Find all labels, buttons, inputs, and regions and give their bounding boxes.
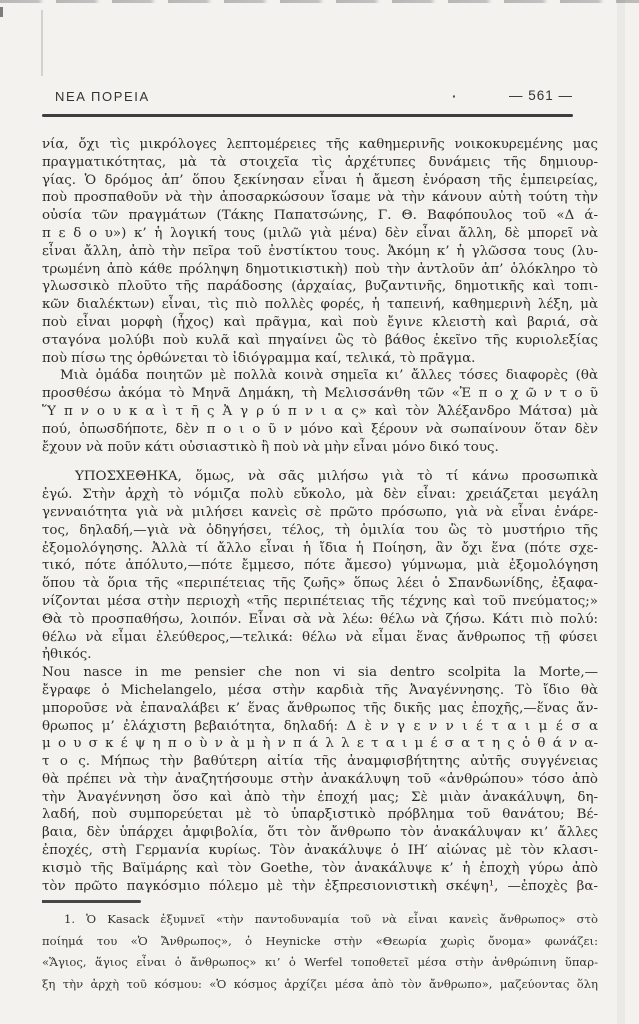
footnote-text — [42, 909, 598, 995]
text-line: γλωσσικὸ πλοῦτο τῆς παράδοσης (ἀρχαίας, βυζαντινῆς, δημοτικῆς καὶ τοπι- — [42, 279, 598, 295]
scan-crease-line — [41, 10, 43, 76]
text-line: νία, ὄχι τὶς μικρόλογες λεπτομέρειες τῆς καθημερινῆς νοικοκυρεμένης μας — [42, 137, 598, 152]
text-line: ἔχουν νὰ ποῦν κάτι οὐσιαστικὸ ἢ ποὺ νὰ μὴν εἶναι μόνο δικό τους. — [42, 439, 499, 455]
text-line: λαδή, ποὺ συμπορεύεται μὲ τὸ ὑπαρξιστικὸ πρόβλημα τοῦ θανάτου; Βέ- — [42, 807, 598, 823]
text-line: νίζονται μέσα στὴν περιοχὴ «τῆς περιπέτειας τῆς τέχνης καὶ τοῦ πνεύματος;» — [42, 593, 598, 609]
text-line: σταγόνα μολύβι ποὺ κυλᾶ καὶ πηγαίνει ὣς τὸ βάθος ἐκεῖνο τῆς κυριολεξίας — [42, 332, 598, 348]
text-line: ἔγραφε ὁ Michelangelo, μέσα στὴν καρδιὰ τῆς Ἀναγέννησης. Τὸ ἴδιο θὰ — [42, 682, 598, 698]
text-line: μ ο υ σ κ έ ψ η π ο ὺ ν ὰ μ ὴ ν π ά λ λ ε τ α ι μ έ σ α τ η ς ὁ θ ά ν α- — [42, 736, 598, 752]
text-line: «Ἅγιος, ἅγιος εἶναι ὁ ἄνθρωπος» κι’ ὁ Werfel τοποθετεῖ μέσα στὴν ἀνθρώπινη ὕπαρ- — [42, 955, 598, 970]
text-line: Nou nasce in me pensier che non vi sia dentro scolpita la Morte,— — [42, 665, 598, 681]
text-line: τρωμένη ἀπὸ κάθε πρόληψη δημοτικιστικὴ) ποὺ τὴν ἀντλοῦν ἀπ’ ὁλόκληρο τὸ — [42, 261, 598, 277]
text-line: ποὺ προσπαθοῦν νὰ τὴν ἀποσαρκώσουν ἴσαμε νὰ τὴν κάνουν αὐτὴ τούτη τὴν — [42, 190, 598, 206]
journal-title: ΝΕΑ ΠΟΡΕΙΑ — [55, 89, 150, 104]
header-rule — [42, 114, 573, 117]
text-line: πού, ὁπωσδήποτε, δὲν π ο ι ο ῦ ν μόνο καὶ ξέρουν νὰ σωπαίνουν ὅταν δὲν — [42, 421, 598, 437]
text-line: οὐσία τῶν πραγμάτων (Τάκης Παπατσώνης, Γ. Θ. Βαφόπουλος τοῦ «Δ ά- — [42, 208, 598, 224]
text-line: εἶναι ἄλλη, ἀπὸ τὴν πεῖρα τοῦ ἐνστίκτου τους. Ἀκόμη κ’ ἡ γλῶσσα τους (λυ- — [42, 243, 598, 259]
text-line: προσθέσω ἀκόμα τὸ Μηνᾶ Δημάκη, τὴ Μελισσάνθη τῶν «Ἐ π ο χ ῶ ν τ ο ῦ — [42, 386, 598, 402]
text-line: μποροῦσε νὰ ἐπαναλάβει κ’ ἕνας ἄνθρωπος τῆς δικῆς μας ἐποχῆς,—ἕνας ἄν- — [42, 700, 598, 716]
text-line: Θὰ τὸ προσπαθήσω, λοιπόν. Εἶναι σὰ νὰ λέω: θέλω νὰ ζήσω. Κάτι πιὸ πολύ: — [42, 611, 598, 627]
text-line: πραγματικότητας, μὰ τὰ στοιχεῖα τὶς ἀρχέτυπες δυνάμεις τῆς δημιουρ- — [42, 154, 598, 170]
text-line: Μιὰ ὁμάδα ποιητῶν μὲ πολλὰ κοινὰ σημεῖα κι’ ἄλλες τόσες διαφορὲς (θὰ — [60, 368, 598, 384]
paragraph — [42, 664, 598, 895]
paragraph — [42, 367, 598, 456]
text-line: ποὺ εἶναι μορφὴ (ἦχος) καὶ πρᾶγμα, καὶ ποὺ ἔγινε κλειστὴ καὶ βαριά, σὰ — [42, 314, 598, 330]
page-number: — 561 — — [508, 88, 573, 103]
text-line: θέλω νὰ εἶμαι ἐλεύθερος,—τελικά: θέλω νὰ εἶμαι ἕνας ἄνθρωπος τῇ φύσει — [42, 629, 598, 645]
scan-right-edge-shadow — [617, 0, 625, 1024]
paragraph — [42, 909, 598, 995]
text-line: βαια, δὲν ὑπάρχει ἀμφιβολία, ὅτι τὸν ἄνθρωπο τὸν ἀνακάλυψαν κι’ ἄλλες — [42, 825, 598, 841]
text-line: ξη τὴν ἀρχὴ τοῦ κόσμου: «Ὁ κόσμος ἀρχίζει μέσα ἀπὸ τὸν ἄνθρωπο», μαζεύοντας ὅλη — [42, 976, 598, 991]
text-line: τὴν Ἀναγέννηση ὅσο καὶ ἀπὸ τὴν ἐποχή μας; Σὲ μιὰν ἀνακάλυψη, δη- — [42, 789, 598, 805]
text-line: ἐγώ. Στὴν ἀρχὴ τὸ νόμιζα πολὺ εὔκολο, μὰ δὲν εἶναι: χρειάζεται μεγάλη — [42, 487, 598, 503]
text-line: 1. Ὁ Kasack ἐξυμνεῖ «τὴν παντοδυναμία τοῦ νὰ εἶναι κανεὶς ἄνθρωπος» στὸ — [64, 912, 598, 926]
text-line: τὸν πρῶτο παγκόσμιο πόλεμο μὲ τὴν ἐξπρεσιονιστικὴ σκέψη¹, —ἐποχὲς βα- — [42, 878, 598, 894]
scan-left-edge-mark — [0, 7, 3, 17]
text-line: τος, δηλαδή,—γιὰ νὰ ὁδηγήσει, τέλος, τὴ ὁμιλία του ὣς τὸ μυστήριο τῆς — [42, 522, 598, 538]
text-line: ΥΠΟΣΧΕΘΗΚΑ, ὅμως, νὰ σᾶς μιλήσω γιὰ τὸ τί κάνω προσωπικὰ — [75, 469, 598, 485]
text-line: γενναιότητα γιὰ νὰ μιλήσει κανεὶς σὲ πρῶτο πρόσωπο, γιὰ νὰ εἶναι ἐνάρε- — [42, 504, 598, 520]
text-line: θρωπος μ’ ἐλάχιστη βεβαιότητα, δηλαδή: Δ ὲ ν γ ε ν ν ι έ τ α ι μ έ σ α — [42, 718, 598, 734]
paragraph — [42, 136, 598, 367]
text-line: κῶν διαλέκτων) εἶναι, τὶς πιὸ πολλὲς φορές, ἡ ταπεινή, καθημερινὴ λέξη, μὰ — [42, 297, 598, 313]
text-line: ἐξομολόγησης. Ἀλλὰ τί ἄλλο εἶναι ἡ ἴδια ἡ Ποίηση, ἂν ὄχι ἕνα (πότε σχε- — [42, 540, 598, 556]
text-line: τ ο ς. Μήπως τὴν βαθύτερη αἰτία τῆς ἀναμφισβήτητης αὐτῆς συγγένειας — [42, 754, 598, 770]
text-line: Ὕ π ν ο υ κ α ὶ τ ῆ ς Ἀ γ ρ ύ π ν ι α ς» καὶ τὸν Ἀλέξανδρο Μάτσα) μὰ — [42, 403, 598, 419]
header-separator-dot: · — [452, 88, 457, 104]
text-line: π ε δ ο υ») κ’ ἡ λογική τους (μιλῶ γιὰ μένα) δὲν εἶναι ἄλλη, δὲ μπορεῖ νὰ — [42, 225, 598, 241]
text-line: κισμὸ τῆς Βαϊμάρης καὶ τὸν Goethe, τὸν ἀνακάλυψε κ’ ἡ ἐποχὴ γύρω ἀπὸ — [42, 860, 598, 876]
text-line: ἐποχές, στὴ Γερμανία κυρίως. Τὸν ἀνακάλυψε ὁ ΙΗ′ αἰώνας μὲ τὸν κλασι- — [42, 843, 598, 859]
text-line: ποίημά του «Ὁ Ἄνθρωπος», ὁ Heynicke στὴν «Θεωρία χωρὶς ὄνομα» φωνάζει: — [42, 933, 598, 948]
paragraph — [42, 468, 598, 664]
text-line: ἠθικός. — [42, 647, 92, 663]
text-line: τικό, πότε ἀπόλυτο,—πότε ἔμμεσο, πότε ἄμεσο) γύμνωμα, μιὰ ἐξομολόγηση — [42, 558, 598, 574]
text-line: γίας. Ὁ δρόμος ἀπ’ ὅπου ξεκίνησαν εἶναι ἡ ἄμεση ἐνόραση τῆς ἐμπειρείας, — [42, 172, 598, 188]
text-line: θὰ πρέπει νὰ τὴν ἀναζητήσουμε στὴν ἀνακάλυψη τοῦ «ἀνθρώπου» τόσο ἀπὸ — [42, 771, 598, 787]
footnote-rule — [42, 900, 141, 903]
scan-top-edge-artifact — [0, 0, 639, 3]
text-line: ὅπου τὰ ὅρια τῆς «περιπέτειας τῆς ζωῆς» ὅπως λέει ὁ Σπανδωνίδης, ἐξαφα- — [42, 576, 598, 592]
text-line: ποὺ πίσω της ὀρθώνεται τὸ ἰδιόγραμμα καί, τελικά, τὸ πρᾶγμα. — [42, 350, 476, 366]
body-text — [42, 136, 598, 895]
